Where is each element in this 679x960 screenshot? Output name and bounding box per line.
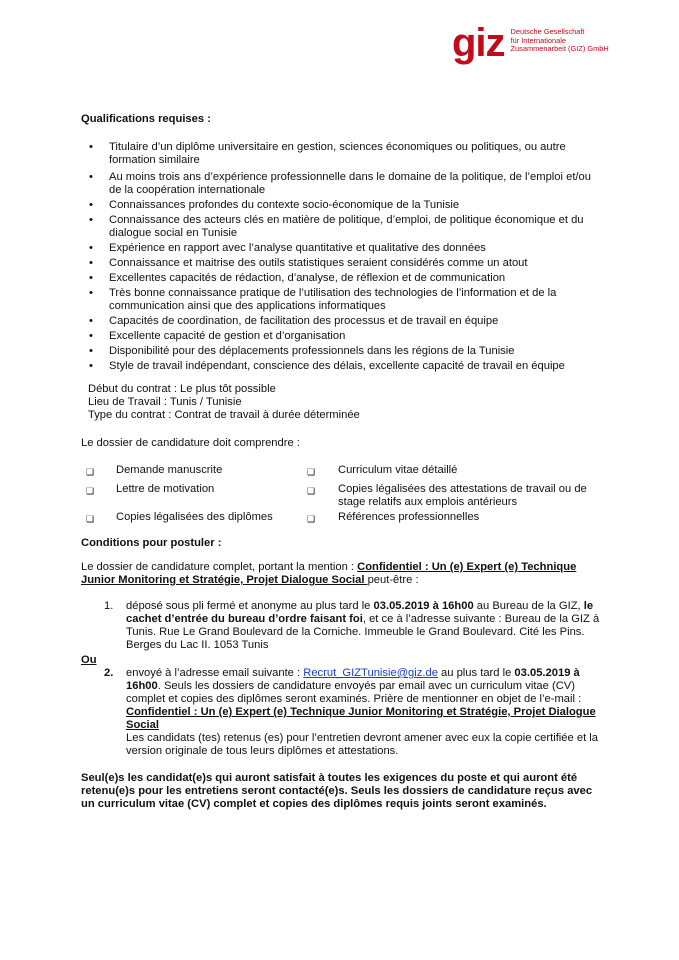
list-item: • Titulaire d’un diplôme universitaire en gestion, sciences économiques ou politiques, ou autre formation similaire — [89, 141, 566, 166]
dossier-item: Copies légalisées des attestations de travail ou de stage relatifs aux emplois antérieurs — [338, 483, 587, 508]
bullet: • — [89, 214, 93, 226]
bullet: • — [89, 330, 93, 342]
checkbox-icon: ❑ — [307, 514, 316, 524]
dossier-item: Lettre de motivation — [116, 483, 215, 495]
list-item: • Disponibilité pour des déplacements professionnels dans les régions de la Tunisie — [89, 345, 515, 357]
list-item: • Style de travail indépendant, conscience des délais, excellente capacité de travail en équipe — [89, 360, 565, 372]
list-item: • Très bonne connaissance pratique de l’utilisation des technologies de l’information et de la communication ainsi que des applications informatiques — [89, 287, 557, 312]
qualifications-heading: Qualifications requises : — [81, 113, 211, 125]
bullet: • — [89, 141, 93, 153]
bullet: • — [89, 171, 93, 183]
bullet: • — [89, 199, 93, 211]
mention-text: Confidentiel : Un (e) Expert (e) Technique Junior Monitoring et Stratégie, Projet Dialogue Social — [126, 706, 596, 731]
conditions-heading: Conditions pour postuler : — [81, 537, 222, 549]
contract-info — [88, 383, 360, 422]
dossier-item: Demande manuscrite — [116, 464, 223, 476]
list-item: • Capacités de coordination, de facilitation des processus et de travail en équipe — [89, 315, 499, 327]
list-item: • Excellente capacité de gestion et d’organisation — [89, 330, 346, 342]
mention-text: Confidentiel : Un (e) Expert (e) Technique Junior Monitoring et Stratégie, Projet Dialogue Social — [81, 561, 577, 586]
option-2-number: 2. — [104, 667, 114, 679]
checkbox-icon: ❑ — [307, 467, 316, 477]
bullet: • — [89, 257, 93, 269]
bullet: • — [89, 242, 93, 254]
checkbox-icon: ❑ — [86, 467, 95, 477]
list-item: • Au moins trois ans d’expérience professionnelle dans le domaine de la politique, de l’emploi et/ou de la coopération internationale — [89, 171, 591, 196]
bullet: • — [89, 360, 93, 372]
list-item: • Excellentes capacités de rédaction, d’analyse, de réflexion et de communication — [89, 272, 506, 284]
option-2-text: envoyé à l’adresse email suivante : Recrut_GIZTunisie@giz.de au plus tard le 03.05.2019 à 16h00. Seuls les dossiers de candidature envoyés par email avec un curriculum vitae (CV) complet et copies des diplômes seront examinés. Prière de mentionner en objet de l’e-mail : Confidentiel : Un (e) Expert (e) Technique Junior Monitoring et Stratégie, Projet Dialogue Social Les candidats (tes) retenus (es) pour l’entretien devront amener avec eux la copie certifiée et la version originale de tous leurs diplômes et attestations. — [126, 667, 598, 757]
option-1-text: déposé sous pli fermé et anonyme au plus tard le 03.05.2019 à 16h00 au Bureau de la GIZ, le cachet d’entrée du bureau d’ordre faisant foi, et ce à l’adresse suivante : Bureau de la GIZ à Tunis. Rue Le Grand Boulevard de la Corniche. Immeuble le Grand Boulevard. Cité les Pins. Berges du Lac II. 1053 Tunis — [126, 600, 600, 651]
list-item: • Expérience en rapport avec l’analyse quantitative et qualitative des données — [89, 242, 486, 254]
checkbox-icon: ❑ — [86, 486, 95, 496]
checkbox-icon: ❑ — [86, 514, 95, 524]
option-1-number: 1. — [104, 600, 114, 612]
ou-label: Ou — [81, 654, 97, 666]
giz-logo-mark: giz — [452, 21, 505, 65]
dossier-item: Curriculum vitae détaillé — [338, 464, 458, 476]
giz-logo-line1: Deutsche Gesellschaft — [510, 27, 585, 36]
checkbox-icon: ❑ — [307, 486, 316, 496]
list-item: • Connaissance et maitrise des outils statistiques seraient considérés comme un atout — [89, 257, 528, 269]
email-link[interactable]: Recrut_GIZTunisie@giz.de — [303, 667, 438, 679]
giz-logo-line2: für Internationale — [510, 35, 567, 45]
dossier-item: Références professionnelles — [338, 511, 480, 523]
dossier-intro: Le dossier de candidature doit comprendre : — [81, 437, 300, 449]
contract-place: Lieu de Travail : Tunis / Tunisie — [88, 396, 242, 408]
giz-logo-line3: Zusammenarbeit (GIZ) GmbH — [510, 44, 609, 54]
option-2-note: Les candidats (tes) retenus (es) pour l’entretien devront amener avec eux la copie certifiée et la version originale de tous leurs diplômes et attestations. — [126, 732, 598, 757]
contract-type: Type du contrat : Contrat de travail à durée déterminée — [88, 409, 360, 421]
bullet: • — [89, 315, 93, 327]
final-note: Seul(e)s les candidat(e)s qui auront satisfait à toutes les exigences du poste et qui auront été retenu(e)s pour les entretiens seront contacté(e)s. Seuls les dossiers de candidature reçus avec un curriculum vitae (CV) complet et copies des diplômes requis joints seront examinés. — [81, 772, 593, 810]
giz-logo-text — [511, 28, 609, 54]
bullet: • — [89, 272, 93, 284]
bullet: • — [89, 287, 93, 299]
list-item: • Connaissance des acteurs clés en matière de politique, d’emploi, de politique économique et du dialogue social en Tunisie — [89, 214, 584, 239]
qualifications-list — [81, 141, 601, 373]
bullet: • — [89, 345, 93, 357]
dossier-item: Copies légalisées des diplômes — [116, 511, 273, 523]
conditions-intro: Le dossier de candidature complet, portant la mention : Confidentiel : Un (e) Expert (e) Technique Junior Monitoring et Stratégie, Projet Dialogue Social peut-être : — [81, 561, 577, 586]
giz-logo — [452, 21, 609, 65]
list-item: • Connaissances profondes du contexte socio-économique de la Tunisie — [89, 199, 460, 211]
contract-start: Début du contrat : Le plus tôt possible — [88, 383, 276, 395]
